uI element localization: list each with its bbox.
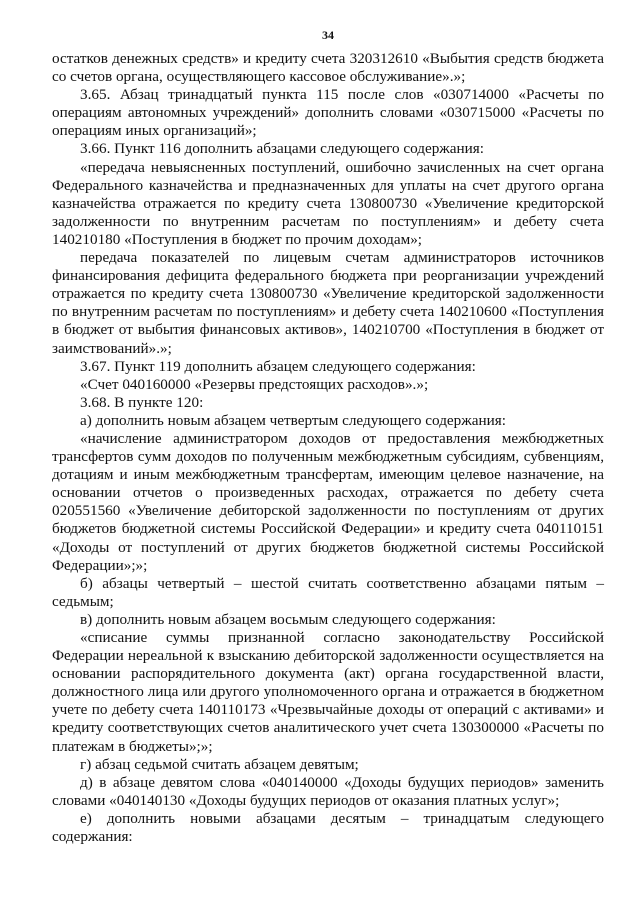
paragraph-3-68: 3.68. В пункте 120: bbox=[80, 393, 204, 411]
document-body bbox=[52, 50, 604, 846]
paragraph-quote-transfer-unclear-receipts: «передача невыясненных поступлений, ошибочно зачисленных на счет органа Федерального казначейства и предназначенных для уплаты на счет другого органа казначейства отражается по кредиту счета 130800730 «Увеличение кредиторской задолженности по внутренним расчетам по поступлениям» и дебету счета 140210180 «Поступления в бюджет по прочим доходам»; bbox=[52, 158, 604, 248]
paragraph-item-d: д) в абзаце девятом слова «040140000 «Доходы будущих периодов» заменить словами «040140130 «Доходы будущих периодов от оказания платных услуг»; bbox=[52, 773, 604, 809]
paragraph-3-66: 3.66. Пункт 116 дополнить абзацами следующего содержания: bbox=[80, 140, 484, 158]
paragraph-quote-write-off: «списание суммы признанной согласно законодательству Российской Федерации нереальной к взысканию дебиторской задолженности осуществляется на основании распорядительного документа (акт) органа государственной власти, должностного лица или другого уполномоченного органа и отражается в бюджетном учете по дебету счета 140110173 «Чрезвычайные доходы от операций с активами» и кредиту соответствующих счетов аналитического учет счета 130300000 «Расчеты по платежам в бюджеты»;»; bbox=[52, 629, 604, 755]
paragraph-item-b: б) абзацы четвертый – шестой считать соответственно абзацами пятым – седьмым; bbox=[52, 574, 604, 610]
paragraph-3-65: 3.65. Абзац тринадцатый пункта 115 после слов «030714000 «Расчеты по операциям автономных учреждений» дополнить словами «030715000 «Расчеты по операциям иных организаций»; bbox=[52, 86, 604, 140]
paragraph-item-v: в) дополнить новым абзацем восьмым следующего содержания: bbox=[80, 610, 496, 628]
paragraph-item-a: а) дополнить новым абзацем четвертым следующего содержания: bbox=[80, 411, 506, 429]
paragraph-transfer-indicators: передача показателей по лицевым счетам администраторов источников финансирования дефицита федерального бюджета при реорганизации учреждений отражается по кредиту счета 130800730 «Увеличение кредиторской задолженности по внутренним расчетам по поступлениям» и дебету счета 140210600 «Поступления в бюджет от выбытия финансовых активов», 140210700 «Поступления в бюджет от заимствований».»; bbox=[52, 249, 604, 357]
paragraph-quote-accrual: «начисление администратором доходов от предоставления межбюджетных трансфертов сумм доходов по полученным межбюджетным субсидиям, субвенциям, дотациям и иным межбюджетным трансфертам, имеющим целевое назначение, на основании отчетов о произведенных расходах, отражается по дебету счета 020551560 «Увеличение дебиторской задолженности по поступлениям от других бюджетов бюджетной системы Российской Федерации» и кредиту счета 040110151 «Доходы от поступлений от других бюджетов бюджетной системы Российской Федерации»;»; bbox=[52, 429, 604, 574]
page-number: 34 bbox=[322, 28, 334, 42]
paragraph-item-e: е) дополнить новыми абзацами десятым – тринадцатым следующего содержания: bbox=[52, 809, 604, 846]
paragraph-3-67: 3.67. Пункт 119 дополнить абзацем следующего содержания: bbox=[80, 357, 476, 375]
paragraph-account-reserves: «Счет 040160000 «Резервы предстоящих расходов».»; bbox=[80, 375, 429, 393]
paragraph-continuation: остатков денежных средств» и кредиту счета 320312610 «Выбытия средств бюджета со счетов органа, осуществляющего кассовое обслуживание».»; bbox=[52, 50, 604, 86]
paragraph-item-g: г) абзац седьмой считать абзацем девятым; bbox=[80, 755, 359, 773]
